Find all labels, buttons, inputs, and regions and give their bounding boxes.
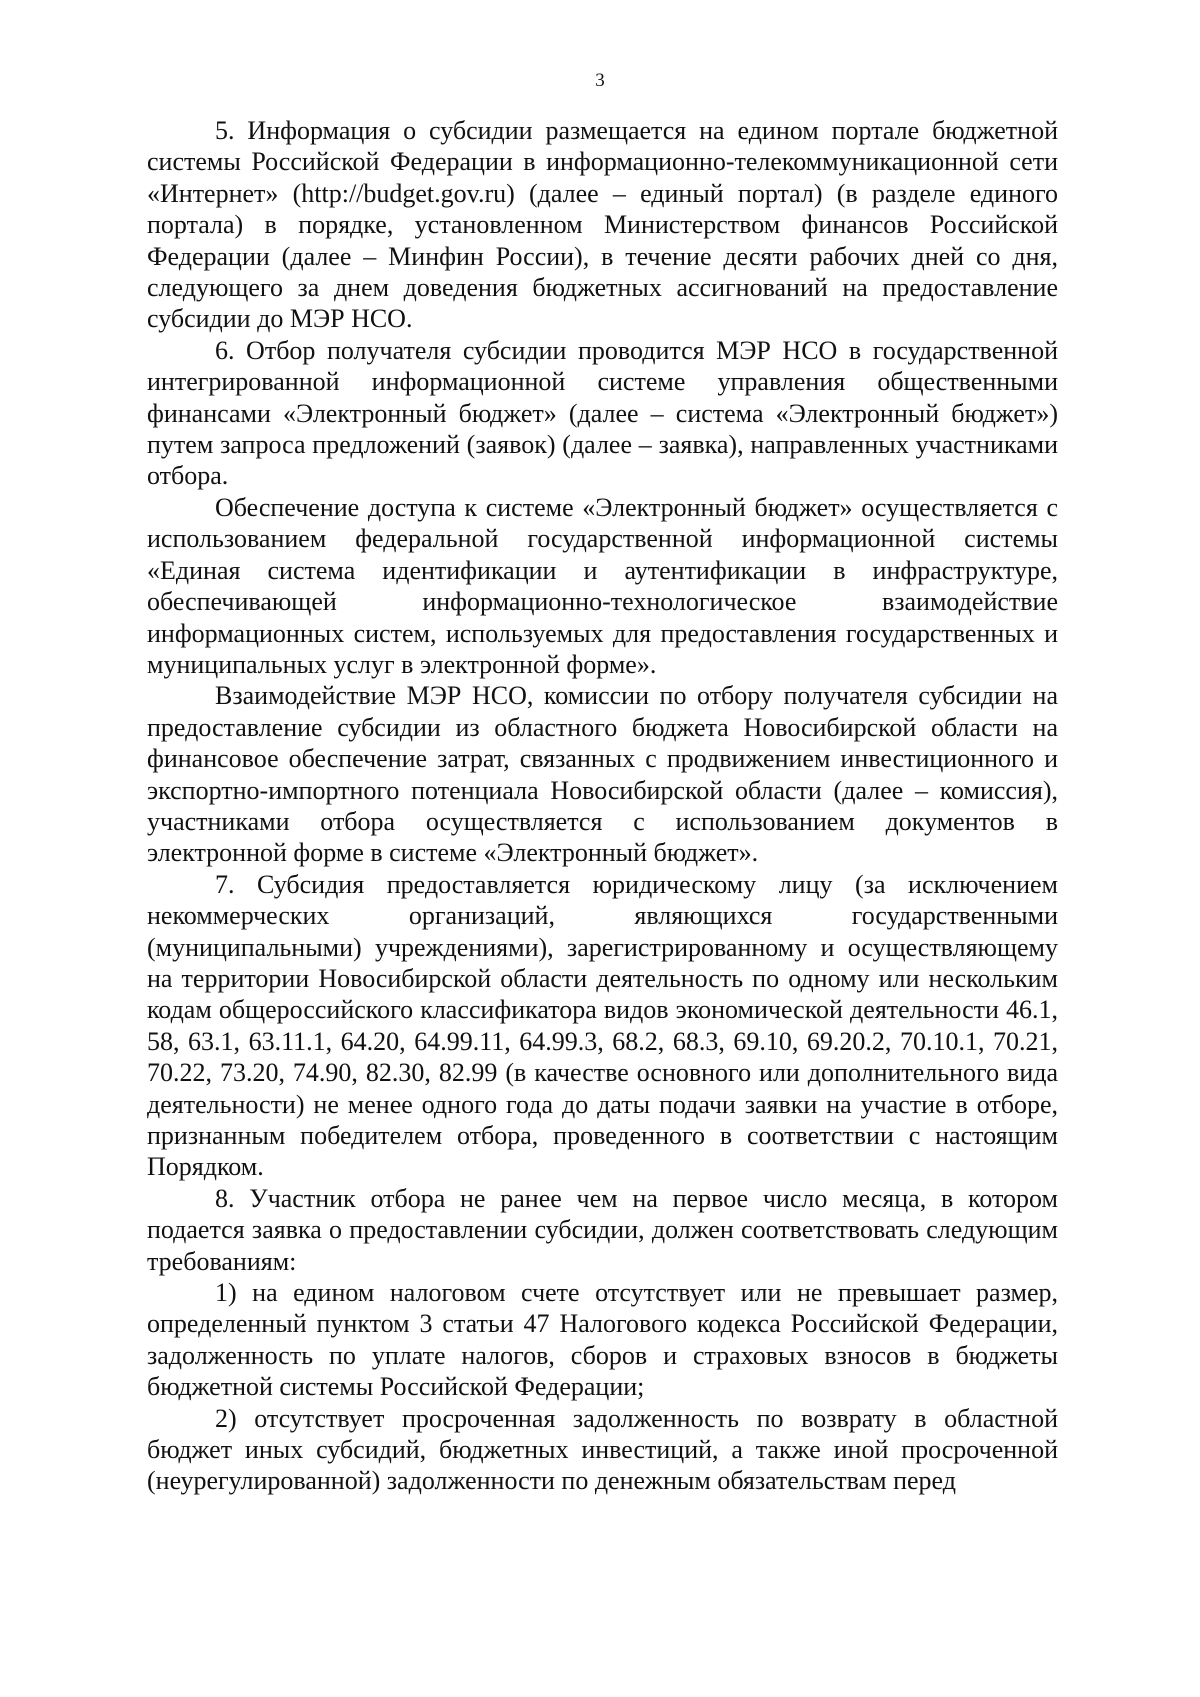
paragraph-subitem-1: 1) на едином налоговом счете отсутствует или не превышает размер, определенный пунктом 3 статьи 47 Налогового кодекса Российской Федерации, задолженность по уплате налогов, сборов и страховых взносов в бюджеты бюджетной системы Российской Федерации; xyxy=(147,1278,1058,1402)
paragraph-access-electronic-budget: Обеспечение доступа к системе «Электронный бюджет» осуществляется с использованием федеральной государственной информационной системы «Единая система идентификации и аутентификации в инфраструктуре, обеспечивающей информационно-технологическое взаимодействие информационных систем, используемых для предоставления государственных и муниципальных услуг в электронной форме». xyxy=(147,492,1058,679)
page-number: 3 xyxy=(595,70,605,91)
paragraph-item-8: 8. Участник отбора не ранее чем на первое число месяца, в котором подается заявка о предоставлении субсидии, должен соответствовать следующим требованиям: xyxy=(147,1183,1058,1276)
document-body xyxy=(147,115,1058,1497)
paragraph-item-7: 7. Субсидия предоставляется юридическому лицу (за исключением некоммерческих организаций, являющихся государственными (муниципальными) учреждениями), зарегистрированному и осуществляющему на территории Новосибирской области деятельность по одному или нескольким кодам общероссийского классификатора видов экономической деятельности 46.1, 58, 63.1, 63.11.1, 64.20, 64.99.11, 64.99.3, 68.2, 68.3, 69.10, 69.20.2, 70.10.1, 70.21, 70.22, 73.20, 74.90, 82.30, 82.99 (в качестве основного или дополнительного вида деятельности) не менее одного года до даты подачи заявки на участие в отборе, признанным победителем отбора, проведенного в соответствии с настоящим Порядком. xyxy=(147,869,1058,1182)
paragraph-subitem-2: 2) отсутствует просроченная задолженность по возврату в областной бюджет иных субсидий, бюджетных инвестиций, а также иной просроченной (неурегулированной) задолженности по денежным обязательствам перед xyxy=(147,1403,1058,1496)
paragraph-item-6: 6. Отбор получателя субсидии проводится МЭР НСО в государственной интегрированной информационной системе управления общественными финансами «Электронный бюджет» (далее – система «Электронный бюджет») путем запроса предложений (заявок) (далее – заявка), направленных участниками отбора. xyxy=(147,335,1058,491)
paragraph-interaction-commission: Взаимодействие МЭР НСО, комиссии по отбору получателя субсидии на предоставление субсидии из областного бюджета Новосибирской области на финансовое обеспечение затрат, связанных с продвижением инвестиционного и экспортно-импортного потенциала Новосибирской области (далее – комиссия), участниками отбора осуществляется с использованием документов в электронной форме в системе «Электронный бюджет». xyxy=(147,681,1058,868)
paragraph-item-5: 5. Информация о субсидии размещается на едином портале бюджетной системы Российской Федерации в информационно-телекоммуникационной сети «Интернет» (http://budget.gov.ru) (далее – единый портал) (в разделе единого портала) в порядке, установленном Министерством финансов Российской Федерации (далее – Минфин России), в течение десяти рабочих дней со дня, следующего за днем доведения бюджетных ассигнований на предоставление субсидии до МЭР НСО. xyxy=(147,116,1058,334)
